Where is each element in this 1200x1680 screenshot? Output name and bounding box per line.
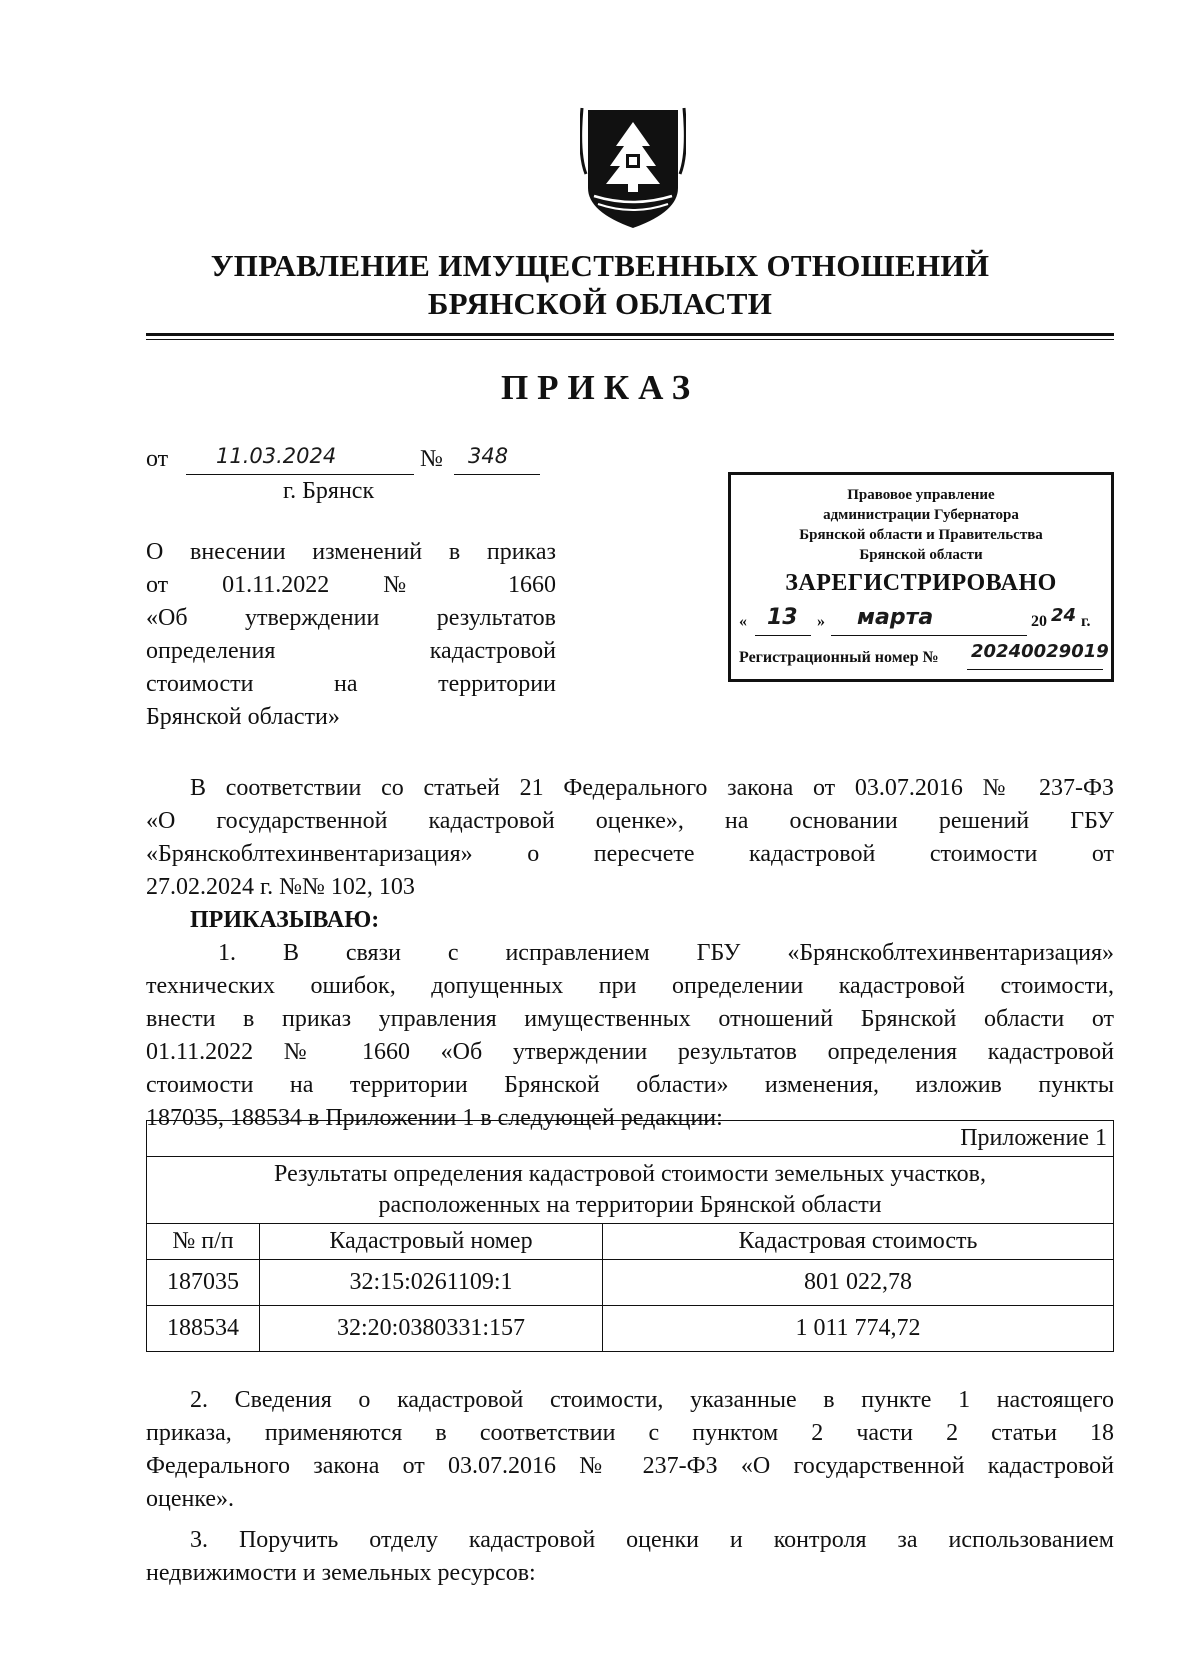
date-prefix: от [146, 446, 169, 472]
appendix-label: Приложение 1 [147, 1121, 1114, 1157]
header-cell-cadastral-number: Кадастровый номер [260, 1224, 603, 1260]
order-subject [146, 536, 556, 734]
paragraph-line: технических ошибок, допущенных при определении кадастровой стоимости, [146, 973, 1114, 999]
paragraph-line: 01.11.2022 № 1660 «Об утверждении результатов определения кадастровой [146, 1039, 1114, 1065]
paragraph-line: 27.02.2024 г. №№ 102, 103 [146, 874, 415, 900]
organization-title-line1: УПРАВЛЕНИЕ ИМУЩЕСТВЕННЫХ ОТНОШЕНИЙ [210, 248, 990, 283]
number-sign: № [420, 446, 443, 472]
stamp-year-prefix: 20 [1031, 613, 1047, 630]
document-type-title: ПРИКАЗ [500, 368, 700, 407]
registration-stamp [728, 472, 1114, 682]
stamp-reg-number-row [739, 641, 1109, 673]
item-3-paragraph [146, 1524, 1114, 1590]
decree-word: ПРИКАЗЫВАЮ: [190, 907, 380, 933]
table-row [147, 1260, 1114, 1306]
stamp-month: марта [857, 605, 934, 630]
table-caption-row [147, 1157, 1114, 1224]
stamp-day: 13 [767, 605, 798, 630]
subject-line: стоимости на территории [146, 671, 556, 697]
city-name: г. Брянск [283, 478, 375, 504]
organization-title [0, 247, 1200, 323]
table-row [147, 1306, 1114, 1352]
paragraph-line: Федерального закона от 03.07.2016 № 237-ФЗ «О государственной кадастровой [146, 1453, 1114, 1479]
stamp-date-row: « 13 » марта 20 24 г. [739, 611, 1109, 637]
table-header-row [147, 1224, 1114, 1260]
handwritten-date: 11.03.2024 [216, 444, 337, 468]
stamp-reg-label: Регистрационный номер № [739, 649, 939, 666]
table-caption-line1: Результаты определения кадастровой стоимости земельных участков, [274, 1161, 986, 1187]
paragraph-line: оценке». [146, 1486, 235, 1512]
subject-line: «Об утверждении результатов [146, 605, 556, 631]
paragraph-line: 2. Сведения о кадастровой стоимости, указанные в пункте 1 настоящего [190, 1387, 1114, 1413]
handwritten-number: 348 [468, 444, 509, 468]
organization-title-line2: БРЯНСКОЙ ОБЛАСТИ [427, 286, 773, 321]
paragraph-line: недвижимости и земельных ресурсов: [146, 1560, 536, 1586]
header-divider-thin [146, 339, 1114, 340]
item-1-paragraph [146, 937, 1114, 1135]
paragraph-line: 3. Поручить отделу кадастровой оценки и контроля за использованием [190, 1527, 1114, 1553]
table-cell: 1 011 774,72 [603, 1306, 1114, 1352]
subject-line: Брянской области» [146, 704, 340, 730]
stamp-year-suffix: 24 [1051, 605, 1077, 626]
stamp-year-end: г. [1081, 613, 1091, 630]
header-cell-cadastral-value: Кадастровая стоимость [603, 1224, 1114, 1260]
table-cell: 32:20:0380331:157 [260, 1306, 603, 1352]
table-caption-line2: расположенных на территории Брянской области [378, 1192, 882, 1218]
results-table [146, 1120, 1114, 1352]
paragraph-line: «Брянскоблтехинвентаризация» о пересчете кадастровой стоимости от [146, 841, 1114, 867]
stamp-line: Брянской области [859, 547, 983, 563]
date-underline [186, 474, 414, 475]
table-caption [147, 1157, 1114, 1224]
paragraph-line: внести в приказ управления имущественных отношений Брянской области от [146, 1006, 1114, 1032]
table-cell: 188534 [147, 1306, 260, 1352]
table-cell: 801 022,78 [603, 1260, 1114, 1306]
preamble-paragraph [146, 772, 1114, 937]
header-cell-number: № п/п [147, 1224, 260, 1260]
table-cell: 187035 [147, 1260, 260, 1306]
stamp-line: администрации Губернатора [823, 507, 1019, 523]
coat-of-arms-emblem [580, 104, 686, 234]
subject-line: от 01.11.2022 № 1660 [146, 572, 556, 598]
stamp-header [731, 485, 1111, 565]
table-cell: 32:15:0261109:1 [260, 1260, 603, 1306]
paragraph-line: В соответствии со статьей 21 Федерального закона от 03.07.2016 № 237-ФЗ [190, 775, 1114, 801]
number-underline [454, 474, 540, 475]
paragraph-line: стоимости на территории Брянской области» изменения, изложив пункты [146, 1072, 1114, 1098]
paragraph-line: 187035, 188534 в Приложении 1 в следующей редакции: [146, 1105, 723, 1131]
item-2-paragraph [146, 1384, 1114, 1516]
stamp-reg-number: 20240029019 [971, 641, 1109, 662]
stamp-line: Правовое управление [847, 487, 995, 503]
stamp-line: Брянской области и Правительства [799, 527, 1043, 543]
table-appendix-row [147, 1121, 1114, 1157]
paragraph-line: приказа, применяются в соответствии с пунктом 2 части 2 статьи 18 [146, 1420, 1114, 1446]
paragraph-line: 1. В связи с исправлением ГБУ «Брянскоблтехинвентаризация» [218, 940, 1114, 966]
header-divider-thick [146, 333, 1114, 336]
stamp-registered: ЗАРЕГИСТРИРОВАНО [785, 570, 1057, 596]
subject-line: определения кадастровой [146, 638, 556, 664]
paragraph-line: «О государственной кадастровой оценке», на основании решений ГБУ [146, 808, 1114, 834]
subject-line: О внесении изменений в приказ [146, 539, 556, 565]
